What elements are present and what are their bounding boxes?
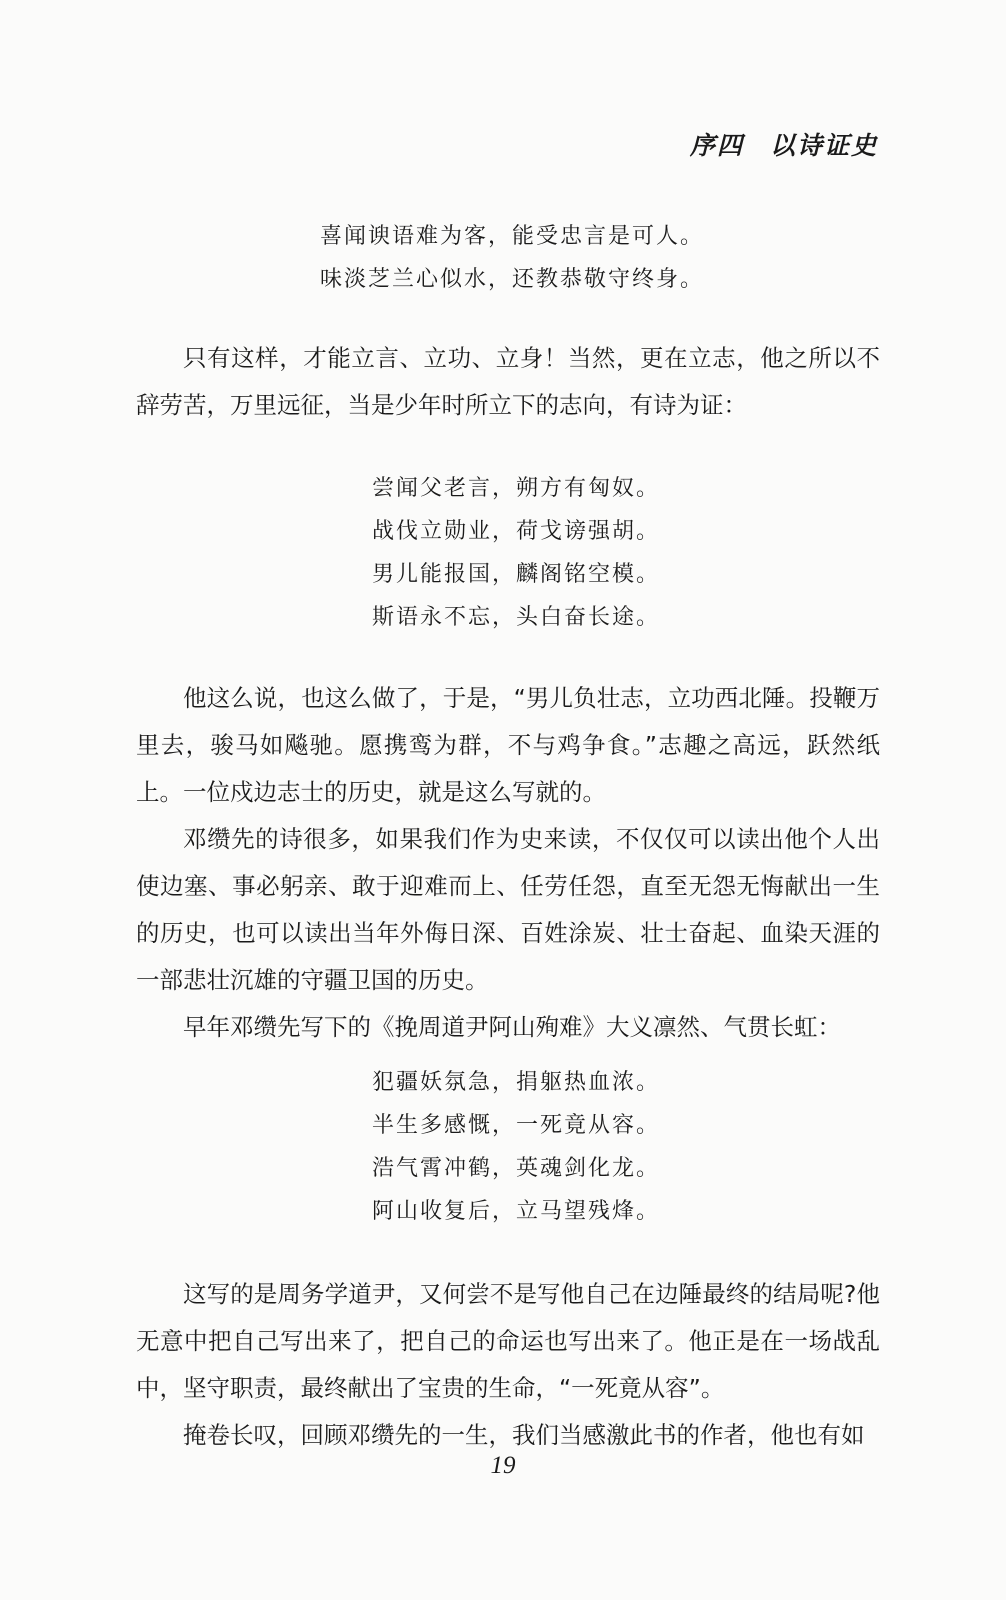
- page-number: 19: [490, 1452, 516, 1479]
- poem-line: 浩气霄冲鹤，英魂剑化龙。: [372, 1156, 661, 1181]
- poem-line: 阿山收复后，立马望残烽。: [372, 1199, 661, 1224]
- poem-2: [372, 467, 660, 639]
- poem-line: 味淡芝兰心似水，还教恭敬守终身。: [320, 267, 705, 292]
- paragraph-block-2: [136, 675, 880, 1051]
- paragraph: 掩卷长叹，回顾邓缵先的一生，我们当感激此书的作者，他也有如: [183, 1421, 865, 1449]
- paragraph: 这写的是周务学道尹，又何尝不是写他自己在边陲最终的结局呢?他无意中把自己写出来了，把自己的命运也写出来了。他正是在一场战乱中，坚守职责，最终献出了宝贵的生命，“一死竟从容”。: [136, 1280, 880, 1402]
- paragraph-block-1: [136, 335, 880, 429]
- poem-line: 战伐立勋业，荷戈谤强胡。: [372, 519, 661, 544]
- running-header: [690, 126, 878, 162]
- poem-line: 半生多感慨，一死竟从容。: [372, 1113, 661, 1138]
- poem-line: 斯语永不忘，头白奋长途。: [372, 605, 661, 630]
- paragraph: 早年邓缵先写下的《挽周道尹阿山殉难》大义凛然、气贯长虹：: [183, 1013, 841, 1041]
- poem-1: [320, 215, 704, 301]
- poem-3: [372, 1061, 660, 1233]
- paragraph: 只有这样，才能立言、立功、立身！当然，更在立志，他之所以不辞劳苦，万里远征，当是少年时所立下的志向，有诗为证：: [136, 344, 880, 419]
- poem-line: 尝闻父老言，朔方有匈奴。: [372, 476, 661, 501]
- paragraph-block-3: [136, 1271, 880, 1459]
- chapter-label: 序四: [689, 131, 744, 160]
- poem-line: 男儿能报国，麟阁铭空模。: [372, 562, 661, 587]
- poem-line: 犯疆妖氛急，捐躯热血浓。: [372, 1070, 661, 1095]
- poem-line: 喜闻谀语难为客，能受忠言是可人。: [320, 224, 705, 249]
- paragraph: 邓缵先的诗很多，如果我们作为史来读，不仅仅可以读出他个人出使边塞、事必躬亲、敢于迎难而上、任劳任怨，直至无怨无悔献出一生的历史，也可以读出当年外侮日深、百姓涂炭、壮士奋起、血染天涯的一部悲壮沉雄的守疆卫国的历史。: [136, 825, 880, 994]
- paragraph: 他这么说，也这么做了，于是，“男儿负壮志，立功西北陲。投鞭万里去，骏马如飚驰。愿携鸾为群，不与鸡争食。”志趣之高远，跃然纸上。一位戍边志士的历史，就是这么写就的。: [136, 684, 880, 806]
- chapter-title: 以诗证史: [769, 131, 878, 160]
